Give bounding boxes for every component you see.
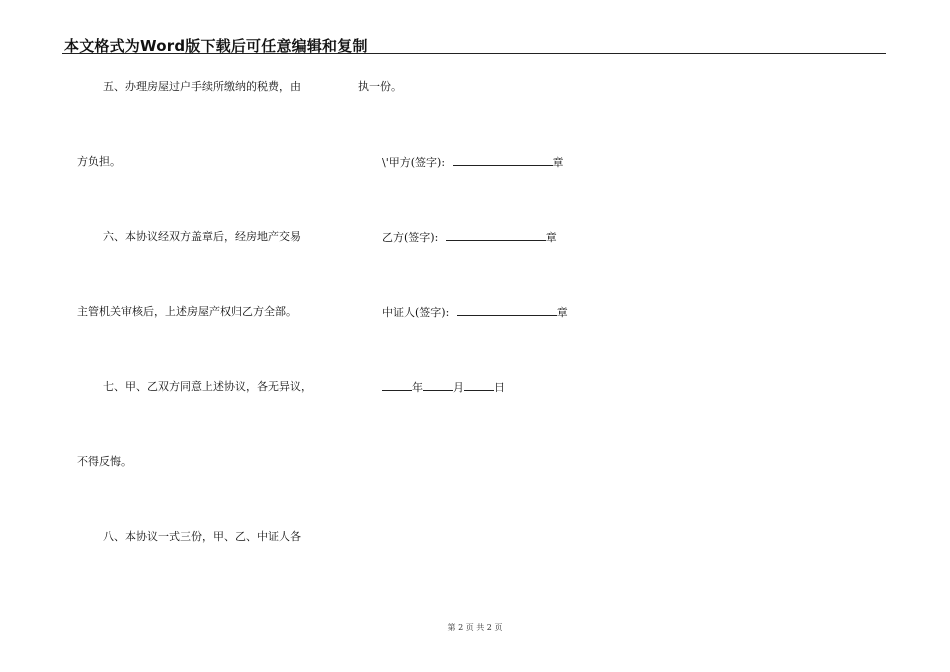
clause-7-line-2: 不得反悔。: [77, 455, 132, 468]
day-label: 日: [494, 381, 505, 394]
party-b-signature-line: [382, 230, 557, 245]
clause-8-line-1: 八、本协议一式三份，甲、乙、中证人各: [103, 530, 301, 543]
year-label: 年: [412, 381, 423, 394]
page-number-footer: 第 2 页 共 2 页: [447, 623, 503, 632]
clause-6-line-1: 六、本协议经双方盖章后，经房地产交易: [103, 230, 301, 243]
date-line: [382, 380, 505, 395]
witness-seal-label: 章: [556, 306, 568, 319]
document-header-title: 本文格式为Word版下载后可任意编辑和复制: [64, 37, 368, 55]
witness-signature-blank: [457, 305, 557, 316]
party-b-signature-blank: [446, 230, 546, 241]
header-divider: [62, 53, 886, 54]
clause-6-line-2: 主管机关审核后，上述房屋产权归乙方全部。: [77, 305, 297, 318]
party-a-signature-blank: [453, 155, 553, 166]
witness-label: 中证人(签字):: [382, 306, 450, 319]
party-a-seal-label: 章: [552, 156, 564, 169]
month-blank: [423, 380, 453, 391]
witness-signature-line: [382, 305, 568, 320]
year-blank: [382, 380, 412, 391]
clause-5-line-1: 五、办理房屋过户手续所缴纳的税费，由: [103, 80, 301, 93]
month-label: 月: [453, 381, 464, 394]
clause-5-line-2: 方负担。: [77, 155, 121, 168]
party-b-label: 乙方(签字):: [382, 231, 439, 244]
clause-5-continuation: 执一份。: [358, 80, 402, 93]
party-a-signature-line: [382, 155, 564, 170]
party-b-seal-label: 章: [545, 231, 557, 244]
day-blank: [464, 380, 494, 391]
clause-7-line-1: 七、甲、乙双方同意上述协议，各无异议，: [103, 380, 312, 393]
party-a-label: \'甲方(签字):: [382, 156, 446, 169]
